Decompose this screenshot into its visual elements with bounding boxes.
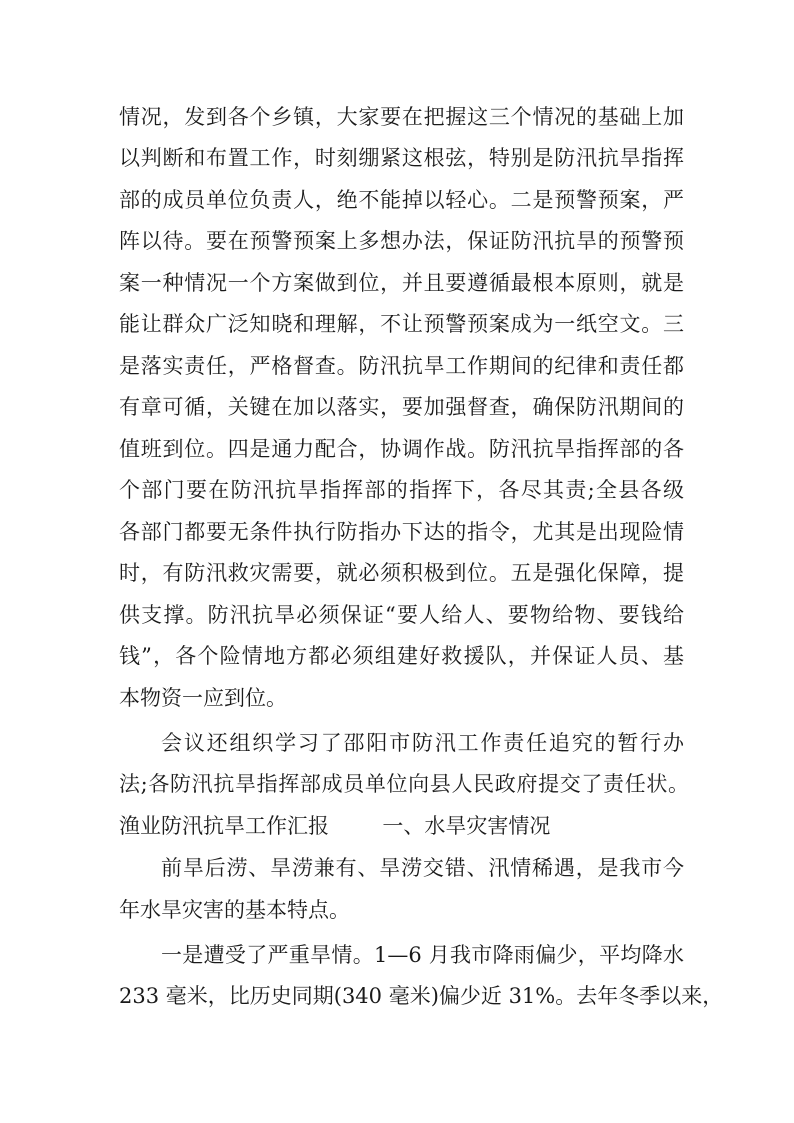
body-text-line: 各部门都要无条件执行防指办下达的指令，尤其是出现险情 xyxy=(119,520,684,544)
body-text-line: 值班到位。四是通力配合，协调作战。防汛抗旱指挥部的各 xyxy=(119,437,684,461)
body-text-line: 前旱后涝、旱涝兼有、旱涝交错、汛情稀遇，是我市今 xyxy=(161,856,684,880)
body-text-line: 钱”，各个险情地方都必须组建好救援队，并保证人员、基 xyxy=(119,644,684,668)
body-text-line: 有章可循，关键在加以落实，要加强督查，确保防汛期间的 xyxy=(119,395,684,419)
body-text-line: 是落实责任，严格督查。防汛抗旱工作期间的纪律和责任都 xyxy=(119,354,684,378)
section-heading: 渔业防汛抗旱工作汇报 一、水旱灾害情况 xyxy=(119,814,551,838)
body-text-line: 时，有防汛救灾需要，就必须积极到位。五是强化保障，提 xyxy=(119,561,684,585)
body-text-line: 以判断和布置工作，时刻绷紧这根弦，特别是防汛抗旱指挥 xyxy=(119,146,684,170)
body-text-line: 供支撑。防汛抗旱必须保证“要人给人、要物给物、要钱给 xyxy=(119,603,684,627)
body-text-line: 个部门要在防汛抗旱指挥部的指挥下，各尽其责;全县各级 xyxy=(119,478,684,502)
body-text-line: 233 毫米，比历史同期(340 毫米)偏少近 31%。去年冬季以来， xyxy=(119,984,724,1008)
body-text-line: 能让群众广泛知晓和理解，不让预警预案成为一纸空文。三 xyxy=(119,312,684,336)
body-text-line: 案一种情况一个方案做到位，并且要遵循最根本原则，就是 xyxy=(119,271,684,295)
body-text-line: 年水旱灾害的基本特点。 xyxy=(119,898,350,922)
body-text-line: 情况，发到各个乡镇，大家要在把握这三个情况的基础上加 xyxy=(119,105,684,129)
body-text-line: 一是遭受了严重旱情。1—6 月我市降雨偏少，平均降水 xyxy=(161,943,684,967)
body-text-line: 会议还组织学习了邵阳市防汛工作责任追究的暂行办 xyxy=(161,731,684,755)
body-text-line: 阵以待。要在预警预案上多想办法，保证防汛抗旱的预警预 xyxy=(119,229,684,253)
body-text-line: 本物资一应到位。 xyxy=(119,686,287,710)
body-text-line: 法;各防汛抗旱指挥部成员单位向县人民政府提交了责任状。 xyxy=(119,772,689,796)
body-text-line: 部的成员单位负责人，绝不能掉以轻心。二是预警预案，严 xyxy=(119,188,684,212)
